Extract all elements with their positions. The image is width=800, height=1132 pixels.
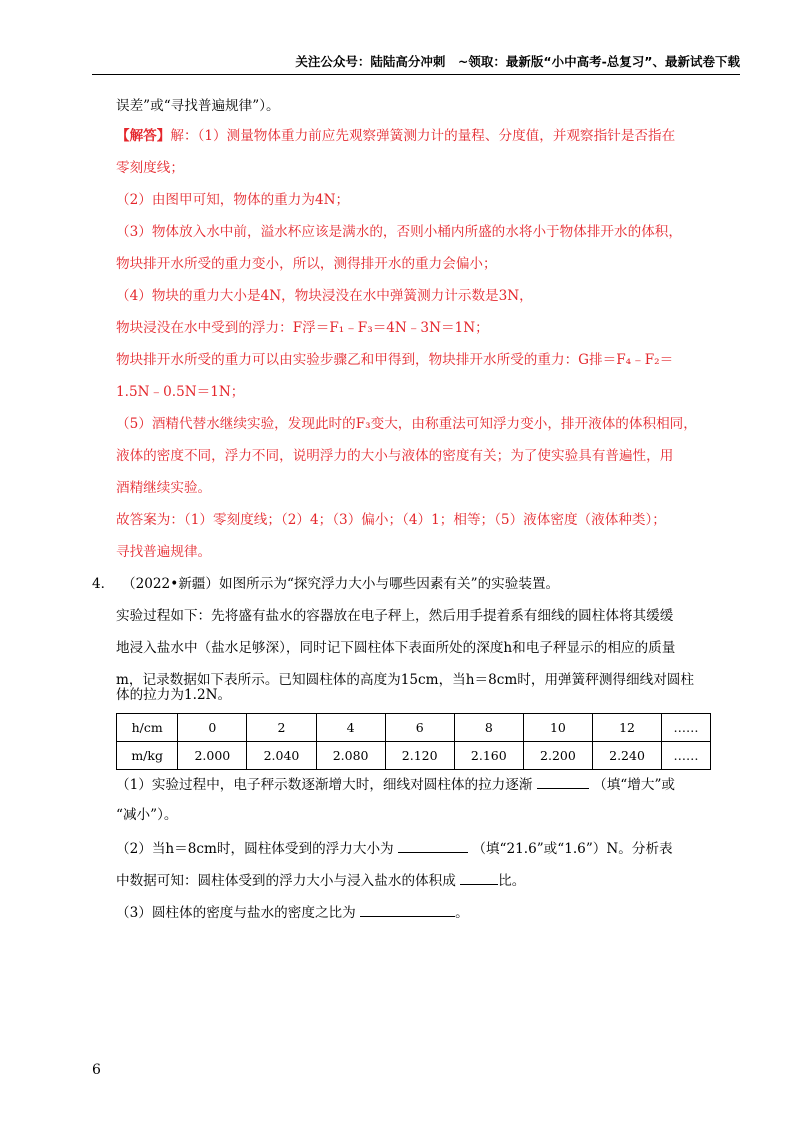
solution-line-11: 液体的密度不同，浮力不同，说明浮力的大小与液体的密度有关；为了使实验具有普遍性，用 [116, 448, 674, 464]
question-desc-1: 实验过程如下：先将盛有盐水的容器放在电子秤上，然后用手提着系有细线的圆柱体将其缓缓 [116, 608, 674, 624]
table-cell: …… [662, 742, 711, 770]
table-row [117, 742, 711, 770]
answer-blank-2[interactable] [398, 838, 468, 853]
answer-blank-3[interactable] [460, 870, 498, 885]
answer-blank-1[interactable] [537, 774, 589, 789]
solution-line-9: 1.5N﹣0.5N＝1N； [116, 384, 245, 400]
answer-blank-4[interactable] [360, 902, 455, 917]
table-cell: 2.240 [592, 742, 661, 770]
table-cell: 2.120 [385, 742, 454, 770]
subquestion-2-line-2 [116, 870, 525, 890]
subquestion-2-text: （2）当h＝8cm时，圆柱体受到的浮力大小为 [116, 841, 394, 857]
subquestion-2-text-2: 中数据可知：圆柱体受到的浮力大小与浸入盐水的体积成 [116, 873, 456, 889]
table-cell: 2.160 [454, 742, 523, 770]
solution-continuation: 误差”或“寻找普遍规律”）。 [116, 98, 280, 114]
subquestion-2-hint: （填“21.6”或“1.6”）N。分析表 [472, 841, 673, 857]
answer-tag: 【解答】 [116, 128, 171, 144]
solution-line-2: 零刻度线； [116, 160, 184, 176]
header-divider [92, 74, 740, 75]
table-cell: 10 [523, 714, 592, 742]
question-intro: （2022•新疆）如图所示为“探究浮力大小与哪些因素有关”的实验装置。 [122, 576, 560, 592]
subquestion-3-text: （3）圆柱体的密度与盐水的密度之比为 [116, 905, 356, 921]
solution-line-3: （2）由图甲可知，物体的重力为4N； [116, 192, 350, 208]
solution-line-6: （4）物块的重力大小是4N，物块浸没在水中弹簧测力计示数是3N， [116, 288, 533, 304]
table-cell: 2.080 [316, 742, 385, 770]
table-cell: …… [662, 714, 711, 742]
solution-line-7: 物块浸没在水中受到的浮力：F浮＝F₁﹣F₃＝4N﹣3N＝1N； [116, 320, 489, 336]
table-cell: 8 [454, 714, 523, 742]
subquestion-1-line-1 [116, 774, 675, 794]
question-desc-3: m，记录数据如下表所示。已知圆柱体的高度为15cm，当h＝8cm时，用弹簧秤测得细线对圆柱 [116, 672, 694, 688]
page-header: 关注公众号：陆陆高分冲刺 ~领取：最新版“小中高考-总复习”、最新试卷下载 [295, 54, 740, 69]
data-table [116, 713, 711, 770]
table-row [117, 714, 711, 742]
subquestion-1-hint: （填“增大”或 [593, 777, 675, 793]
question-number: 4． [92, 576, 115, 592]
final-answer-line-2: 寻找普遍规律。 [116, 544, 212, 560]
table-cell: h/cm [117, 714, 178, 742]
page-number: 6 [92, 1062, 101, 1078]
table-cell: 4 [316, 714, 385, 742]
final-answer-line-1: 故答案为：（1）零刻度线；（2）4；（3）偏小；（4）1；相等；（5）液体密度（液体种类）； [116, 512, 666, 528]
table-cell: m/kg [117, 742, 178, 770]
subquestion-2-tail: 比。 [498, 873, 526, 889]
table-cell: 0 [178, 714, 247, 742]
subquestion-1-text: （1）实验过程中，电子秤示数逐渐增大时，细线对圆柱体的拉力逐渐 [116, 777, 533, 793]
solution-line-8: 物块排开水所受的重力可以由实验步骤乙和甲得到，物块排开水所受的重力：G排＝F₄﹣F₂＝ [116, 352, 674, 368]
table-cell: 2.200 [523, 742, 592, 770]
subquestion-1-line-2: “减小”）。 [116, 807, 178, 823]
question-desc-4: 体的拉力为1.2N。 [116, 687, 232, 703]
solution-line-1-text: 解：（1）测量物体重力前应先观察弹簧测力计的量程、分度值，并观察指针是否指在 [170, 128, 676, 144]
table-cell: 2.000 [178, 742, 247, 770]
table-cell: 12 [592, 714, 661, 742]
solution-line-1 [116, 127, 675, 145]
solution-line-10: （5）酒精代替水继续实验，发现此时的F₃变大，由称重法可知浮力变小，排开液体的体积相同， [116, 416, 697, 432]
solution-line-5: 物块排开水所受的重力变小，所以，测得排开水的重力会偏小； [116, 256, 497, 272]
subquestion-3-line [116, 902, 469, 922]
subquestion-3-tail: 。 [455, 905, 469, 921]
subquestion-2-line-1 [116, 838, 673, 858]
table-cell: 6 [385, 714, 454, 742]
solution-line-12: 酒精继续实验。 [116, 480, 212, 496]
table-cell: 2.040 [247, 742, 316, 770]
solution-line-4: （3）物体放入水中前，溢水杯应该是满水的，否则小桶内所盛的水将小于物体排开水的体积， [116, 224, 682, 240]
question-desc-2: 地浸入盐水中（盐水足够深），同时记下圆柱体下表面所处的深度h和电子秤显示的相应的质量 [116, 640, 676, 656]
table-cell: 2 [247, 714, 316, 742]
